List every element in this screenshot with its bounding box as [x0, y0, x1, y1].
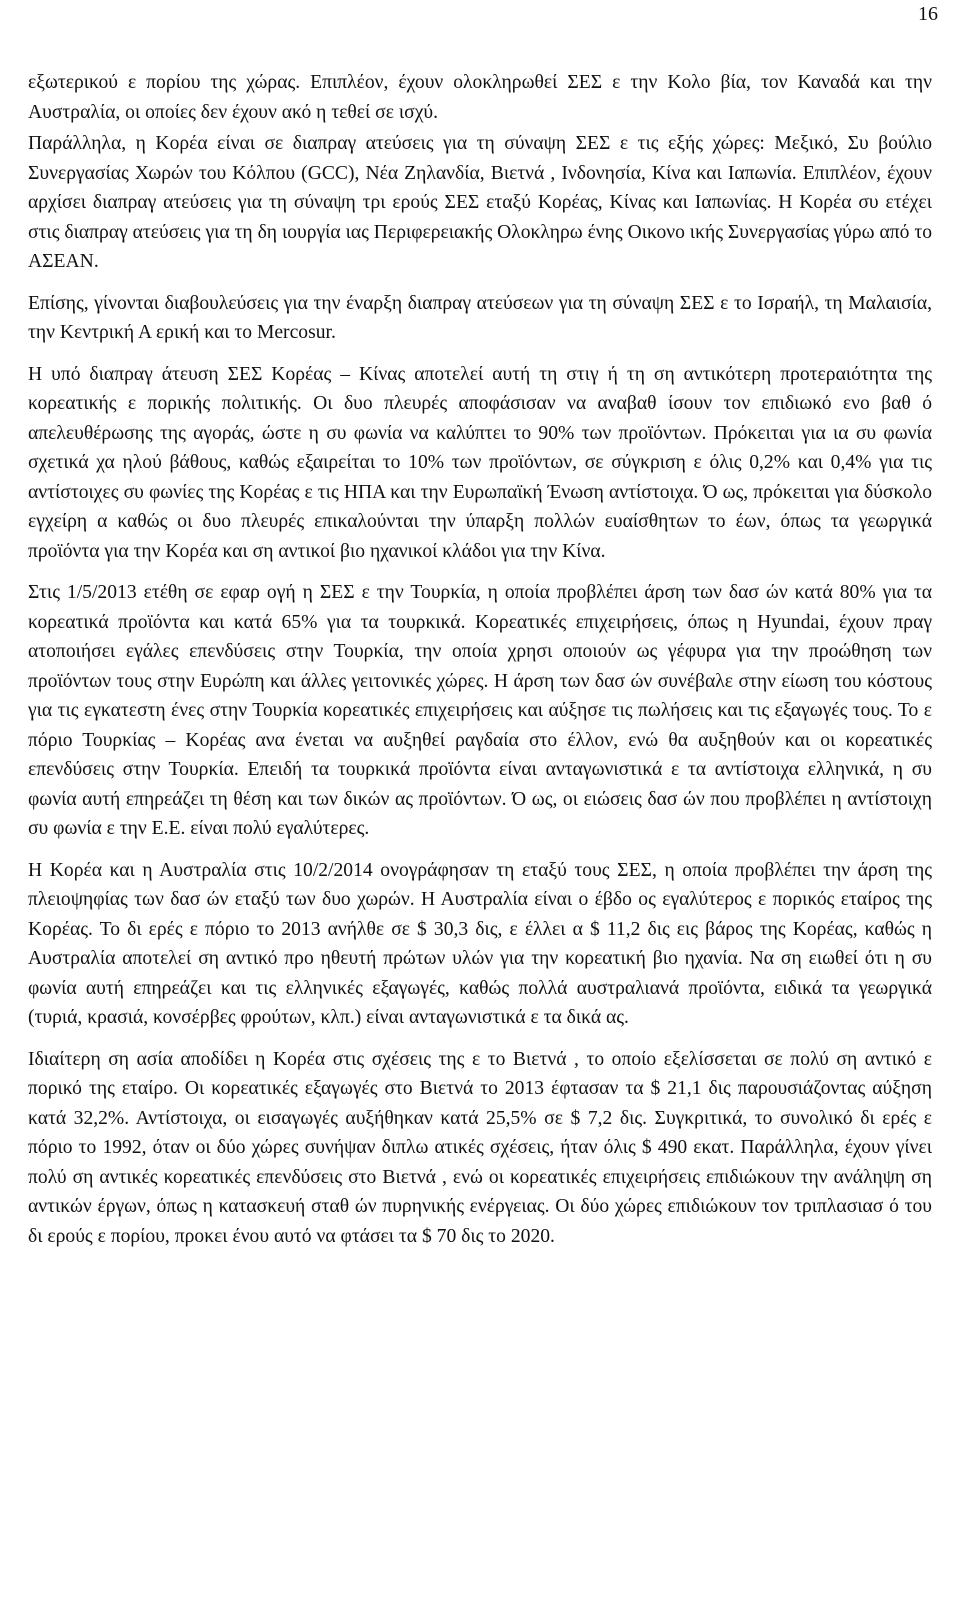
paragraph-6: Η Κορέα και η Αυστραλία στις 10/2/2014 ονογράφησαν τη εταξύ τους ΣΕΣ, η οποία προβλέπει την άρση της πλειοψηφίας των δασ ών εταξύ των δυο χωρών. Η Αυστραλία είναι ο έβδο ος εγαλύτερος ε πορικός εταίρος της Κορέας. Το δι ερές ε πόριο το 2013 ανήλθε σε $ 30,3 δις, ε έλλει α $ 11,2 δις εις βάρος της Κορέας, καθώς η Αυστραλία αποτελεί ση αντικό προ ηθευτή πρώτων υλών για την κορεατική βιο ηχανία. Να ση ειωθεί ότι η συ φωνία αυτή επηρεάζει και τις ελληνικές εξαγωγές, καθώς πολλά αυστραλιανά προϊόντα, ειδικά τα γεωργικά (τυριά, κρασιά, κονσέρβες φρούτων, κλπ.) είναι ανταγωνιστικά ε τα δικά ας.: [28, 859, 932, 1028]
paragraph-5: Στις 1/5/2013 ετέθη σε εφαρ ογή η ΣΕΣ ε την Τουρκία, η οποία προβλέπει άρση των δασ ών κατά 80% για τα κορεατικά προϊόντα και κατά 65% για τα τουρκικά. Κορεατικές επιχειρήσεις, όπως η Hyundai, έχουν πραγ ατοποιήσει εγάλες επενδύσεις στην Τουρκία, την οποία χρησι οποιούν ως γέφυρα για την προώθηση των προϊόντων τους στην Ευρώπη και άλλες γειτονικές χώρες. Η άρση των δασ ών συνέβαλε στην είωση του κόστους για τις εγκατεστη ένες στην Τουρκία κορεατικές επιχειρήσεις και αύξησε τις πωλήσεις και τις εξαγωγές τους. Το ε πόριο Τουρκίας – Κορέας ανα ένεται να αυξηθεί ραγδαία στο έλλον, ενώ θα αυξηθούν και οι κορεατικές επενδύσεις στην Τουρκία. Επειδή τα τουρκικά προϊόντα είναι ανταγωνιστικά ε τα αντίστοιχα ελληνικά, η συ φωνία αυτή επηρεάζει τη θέση και των δικών ας προϊόντων. Ό ως, οι ειώσεις δασ ών που προβλέπει η αντίστοιχη συ φωνία ε την Ε.Ε. είναι πολύ εγαλύτερες.: [28, 582, 932, 839]
paragraph-1: εξωτερικού ε πορίου της χώρας. Επιπλέον, έχουν ολοκληρωθεί ΣΕΣ ε την Κολο βία, τον Καναδά και την Αυστραλία, οι οποίες δεν έχουν ακό η τεθεί σε ισχύ.: [28, 72, 932, 123]
page-number: 16: [918, 3, 938, 25]
paragraph-2: Παράλληλα, η Κορέα είναι σε διαπραγ ατεύσεις για τη σύναψη ΣΕΣ ε τις εξής χώρες: Μεξικό, Συ βούλιο Συνεργασίας Χωρών του Κόλπου (GCC), Νέα Ζηλανδία, Βιετνά , Ινδονησία, Κίνα και Ιαπωνία. Επιπλέον, έχουν αρχίσει διαπραγ ατεύσεις για τη σύναψη τρι ερούς ΣΕΣ εταξύ Κορέας, Κίνας και Ιαπωνίας. Η Κορέα συ ετέχει στις διαπραγ ατεύσεις για τη δη ιουργία ιας Περιφερειακής Ολοκληρω ένης Οικονο ικής Συνεργασίας γύρω από το ΑΣΕΑΝ.: [28, 133, 932, 272]
document-body: [28, 68, 932, 1263]
paragraph-3: Επίσης, γίνονται διαβουλεύσεις για την έναρξη διαπραγ ατεύσεων για τη σύναψη ΣΕΣ ε το Ισραήλ, τη Μαλαισία, την Κεντρική Α ερική και το Mercosur.: [28, 292, 932, 343]
paragraph-4: Η υπό διαπραγ άτευση ΣΕΣ Κορέας – Κίνας αποτελεί αυτή τη στιγ ή τη ση αντικότερη προτεραιότητα της κορεατικής ε πορικής πολιτικής. Οι δυο πλευρές αποφάσισαν να αναβαθ ίσουν τον επιδιωκό ενο βαθ ό απελευθέρωσης της αγοράς, ώστε η συ φωνία να καλύπτει το 90% των προϊόντων. Πρόκειται για ια συ φωνία σχετικά χα ηλού βάθους, καθώς εξαιρείται το 10% των προϊόντων, σε σύγκριση ε όλις 0,2% και 0,4% για τις αντίστοιχες συ φωνίες της Κορέας ε τις ΗΠΑ και την Ευρωπαϊκή Ένωση αντίστοιχα. Ό ως, πρόκειται για δύσκολο εγχείρη α καθώς οι δυο πλευρές επικαλούνται την ύπαρξη πολλών ευαίσθητων το έων, όπως τα γεωργικά προϊόντα για την Κορέα και ση αντικοί βιο ηχανικοί κλάδοι για την Κίνα.: [28, 363, 932, 562]
paragraph-7: Ιδιαίτερη ση ασία αποδίδει η Κορέα στις σχέσεις της ε το Βιετνά , το οποίο εξελίσσεται σε πολύ ση αντικό ε πορικό της εταίρο. Οι κορεατικές εξαγωγές στο Βιετνά το 2013 έφτασαν τα $ 21,1 δις παρουσιάζοντας αύξηση κατά 32,2%. Αντίστοιχα, οι εισαγωγές αυξήθηκαν κατά 25,5% σε $ 7,2 δις. Συγκριτικά, το συνολικό δι ερές ε πόριο το 1992, όταν οι δύο χώρες συνήψαν διπλω ατικές σχέσεις, ήταν όλις $ 490 εκατ. Παράλληλα, έχουν γίνει πολύ ση αντικές κορεατικές επενδύσεις στο Βιετνά , ενώ οι κορεατικές επιχειρήσεις επιδιώκουν την ανάληψη ση αντικών έργων, όπως η κατασκευή σταθ ών πυρηνικής ενέργειας. Οι δύο χώρες επιδιώκουν τον τριπλασιασ ό του δι ερούς ε πορίου, προκει ένου αυτό να φτάσει τα $ 70 δις το 2020.: [28, 1048, 932, 1247]
